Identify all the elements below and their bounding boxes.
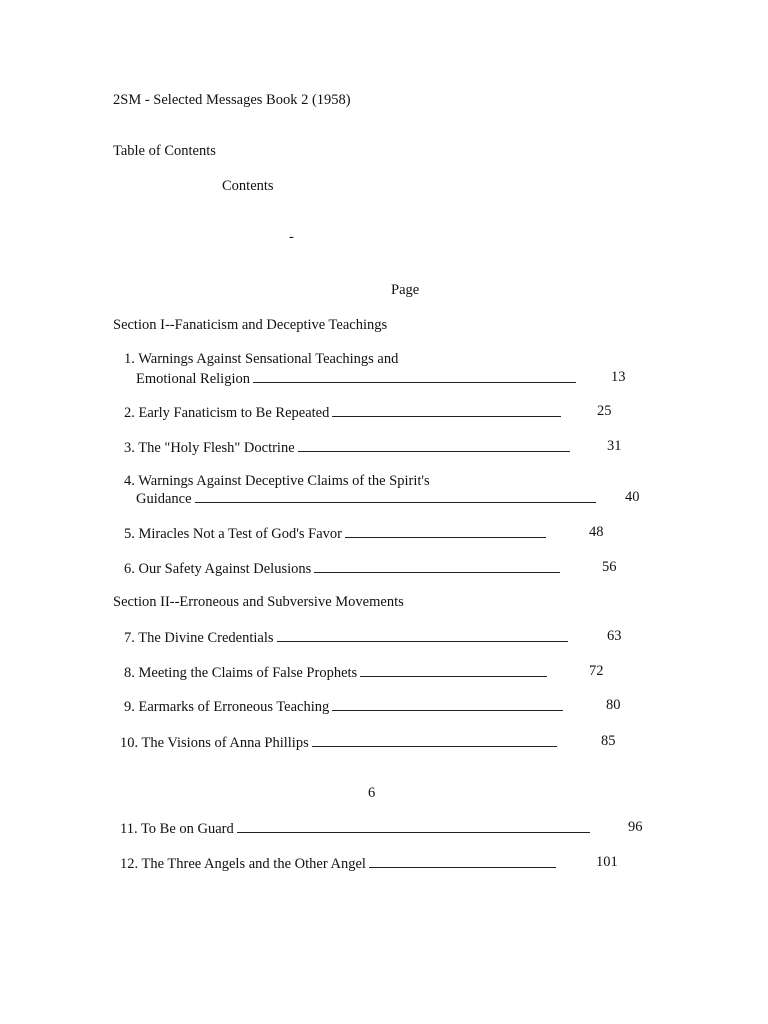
dot-leader (195, 489, 596, 503)
dash-mark: - (289, 229, 294, 245)
entry-title: 6. Our Safety Against Delusions (124, 561, 312, 577)
dot-leader (314, 559, 560, 573)
page-number: 40 (625, 489, 640, 505)
toc-entry-8[interactable] (124, 663, 547, 682)
toc-entry-3[interactable] (124, 438, 570, 457)
page-number: 72 (589, 663, 604, 679)
entry-title: Guidance (136, 491, 192, 507)
dot-leader (369, 854, 556, 868)
entry-title: 10. The Visions of Anna Phillips (120, 735, 309, 751)
dot-leader (237, 819, 590, 833)
toc-entry-1[interactable]: 1. Warnings Against Sensational Teachings and (124, 351, 399, 367)
page-number: 48 (589, 524, 604, 540)
entry-title: 5. Miracles Not a Test of God's Favor (124, 526, 342, 542)
entry-title: Emotional Religion (136, 371, 250, 387)
toc-entry-10[interactable] (120, 733, 557, 752)
toc-entry-2[interactable] (124, 403, 561, 422)
page-number: 101 (596, 854, 618, 870)
entry-title: 8. Meeting the Claims of False Prophets (124, 665, 358, 681)
entry-title: 2. Early Fanaticism to Be Repeated (124, 405, 330, 421)
toc-entry-7[interactable] (124, 628, 568, 647)
page-column-label: Page (391, 282, 420, 298)
dot-leader (332, 403, 561, 417)
toc-entry-4-continued[interactable] (136, 489, 596, 508)
toc-entry-11[interactable] (120, 819, 590, 838)
page-number: 63 (607, 628, 622, 644)
toc-entry-12[interactable] (120, 854, 556, 873)
dot-leader (277, 628, 568, 642)
document-title: 2SM - Selected Messages Book 2 (1958) (113, 92, 351, 108)
toc-entry-9[interactable] (124, 697, 563, 716)
page-number: 56 (602, 559, 617, 575)
section-1-title: Section I--Fanaticism and Deceptive Teachings (113, 317, 388, 333)
page-number-marker: 6 (368, 785, 376, 801)
dot-leader (332, 697, 563, 711)
dot-leader (253, 369, 576, 383)
dot-leader (345, 524, 546, 538)
section-2-title: Section II--Erroneous and Subversive Movements (113, 594, 404, 610)
page-number: 85 (601, 733, 616, 749)
page-number: 25 (597, 403, 612, 419)
toc-entry-5[interactable] (124, 524, 546, 543)
page-number: 80 (606, 697, 621, 713)
toc-entry-6[interactable] (124, 559, 560, 578)
page-number: 13 (611, 369, 626, 385)
entry-title: 7. The Divine Credentials (124, 630, 274, 646)
page-number: 96 (628, 819, 643, 835)
contents-label: Contents (222, 178, 274, 194)
dot-leader (360, 663, 547, 677)
entry-title: 11. To Be on Guard (120, 821, 234, 837)
page-number: 31 (607, 438, 622, 454)
dot-leader (312, 733, 557, 747)
entry-title: 12. The Three Angels and the Other Angel (120, 856, 366, 872)
toc-entry-1-continued[interactable] (136, 369, 576, 388)
dot-leader (298, 438, 570, 452)
toc-entry-4[interactable]: 4. Warnings Against Deceptive Claims of the Spirit's (124, 473, 430, 489)
toc-heading: Table of Contents (113, 143, 216, 159)
entry-title: 3. The "Holy Flesh" Doctrine (124, 440, 295, 456)
entry-title: 9. Earmarks of Erroneous Teaching (124, 699, 330, 715)
